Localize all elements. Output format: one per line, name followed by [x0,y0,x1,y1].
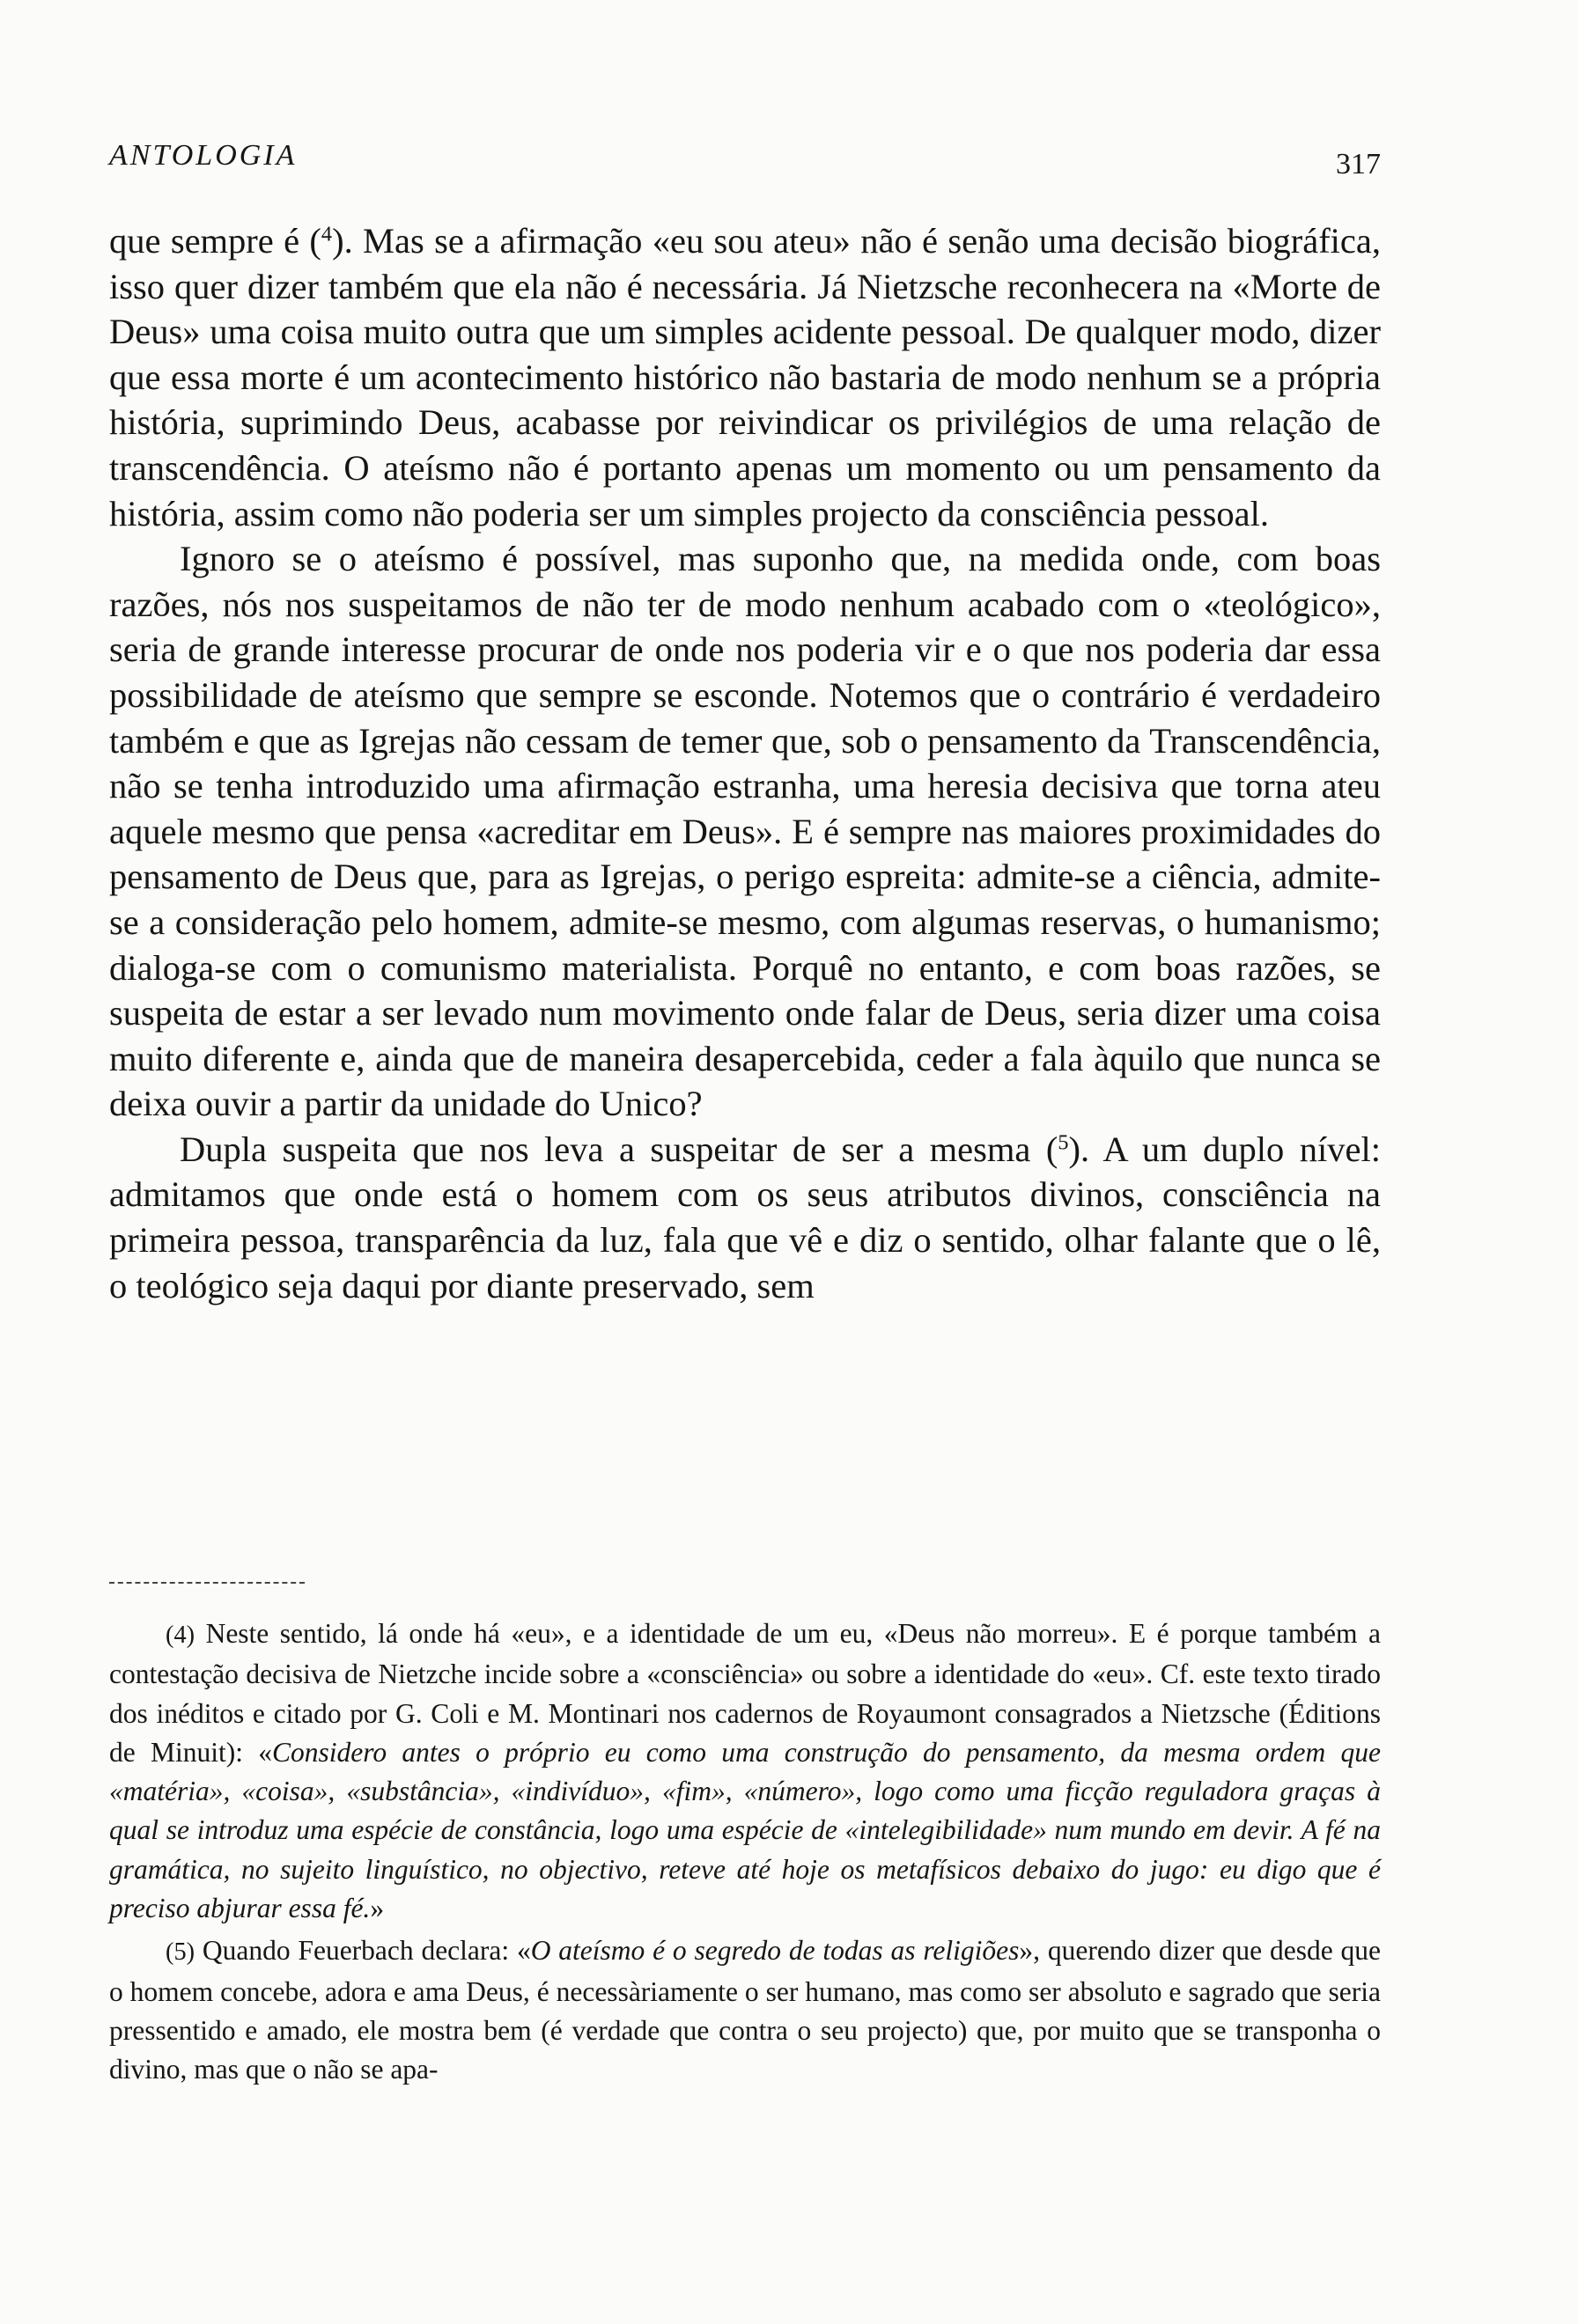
paragraph-3-text-b: ). A um duplo nível: admitamos que onde está o homem com os seus atributos divinos, consciência na primeira pessoa, transparência da luz, fala que vê e diz o sentido, olhar falante que o lê, o teológico seja daqui por diante preservado, sem [109,1129,1381,1305]
footnote-4-close-quote: » [370,1893,385,1924]
footnotes [109,1614,1381,2090]
footnote-5-quotation: O ateísmo é o segredo de todas as religiões [530,1935,1020,1967]
footnote-5-text-b: », querendo dizer que desde que o homem concebe, adora e ama Deus, é necessàriamente o ser humano, mas como ser absoluto e sagrado que seria pressentido e amado, ele mostra bem (é verdade que contra o seu projecto) que, por muito que se transponha o divino, mas que o não se apa- [109,1935,1381,2085]
running-head-title: ANTOLOGIA [109,139,298,172]
paragraph-1 [109,218,1381,536]
footnote-5-marker: (5) [166,1938,195,1967]
running-head [109,139,1381,192]
main-text [109,218,1381,1308]
paragraph-1-text-a: que sempre é ( [109,221,321,261]
footnote-4-marker: (4) [166,1622,195,1649]
footnote-4-quotation: Considero antes o próprio eu como uma construção do pensamento, da mesma ordem que «matéria», «coisa», «substância», «indivíduo», «fim», «número», logo como uma ficção reguladora graças à qual se introduz uma espécie de constância, logo uma espécie de «intelegibilidade» num mundo em devir. A fé na gramática, no sujeito linguístico, no objectivo, reteve até hoje os metafísicos debaixo do jugo: eu digo que é preciso abjurar essa fé. [109,1736,1381,1924]
paragraph-3 [109,1127,1381,1308]
footnote-5-text-a: Quando Feuerbach declara: « [195,1935,531,1967]
paragraph-2: Ignoro se o ateísmo é possível, mas suponho que, na medida onde, com boas razões, nós nos suspeitamos de não ter de modo nenhum acabado com o «teológico», seria de grande interesse procurar de onde nos poderia vir e o que nos poderia dar essa possibilidade de ateísmo que sempre se esconde. Notemos que o contrário é verdadeiro também e que as Igrejas não cessam de temer que, sob o pensamento da Transcendência, não se tenha introduzido uma afirmação estranha, uma heresia decisiva que torna ateu aquele mesmo que pensa «acreditar em Deus». E é sempre nas maiores proximidades do pensamento de Deus que, para as Igrejas, o perigo espreita: admite-se a ciência, admite-se a consideração pelo homem, admite-se mesmo, com algumas reservas, o humanismo; dialoga-se com o comunismo materialista. Porquê no entanto, e com boas razões, se suspeita de estar a ser levado num movimento onde falar de Deus, seria dizer uma coisa muito diferente e, ainda que de maneira desapercebida, ceder a fala àquilo que nunca se deixa ouvir a partir da unidade do Unico? [109,539,1381,1124]
footnote-divider [109,1582,305,1584]
footnote-4-text: Neste sentido, lá onde há «eu», e a identidade de um eu, «Deus não morreu». E é porque também a contestação decisiva de Nietzche incide sobre a «consciência» ou sobre a identidade do «eu». Cf. este texto tirado dos inéditos e citado por G. Coli e M. Montinari nos cadernos de Royaumont consagrados a Nietzsche (Éditions de Minuit): « [109,1618,1381,1768]
paragraph-1-text-b: ). Mas se a afirmação «eu sou ateu» não é senão uma decisão biográfica, isso quer dizer também que ela não é necessária. Já Nietzsche reconhecera na «Morte de Deus» uma coisa muito outra que um simples acidente pessoal. De qualquer modo, dizer que essa morte é um acontecimento histórico não bastaria de modo nenhum se a própria história, suprimindo Deus, acabasse por reivindicar os privilégios de uma relação de transcendência. O ateísmo não é portanto apenas um momento ou um pensamento da história, assim como não poderia ser um simples projecto da consciência pessoal. [109,221,1382,533]
footnote-ref-5[interactable]: 5 [1058,1130,1069,1155]
footnote-ref-4[interactable]: 4 [321,222,333,246]
page-number: 317 [1336,148,1381,180]
footnote-5 [109,1931,1381,2089]
paragraph-3-text-a: Dupla suspeita que nos leva a suspeitar de ser a mesma ( [180,1129,1058,1169]
footnote-4 [109,1614,1381,1928]
